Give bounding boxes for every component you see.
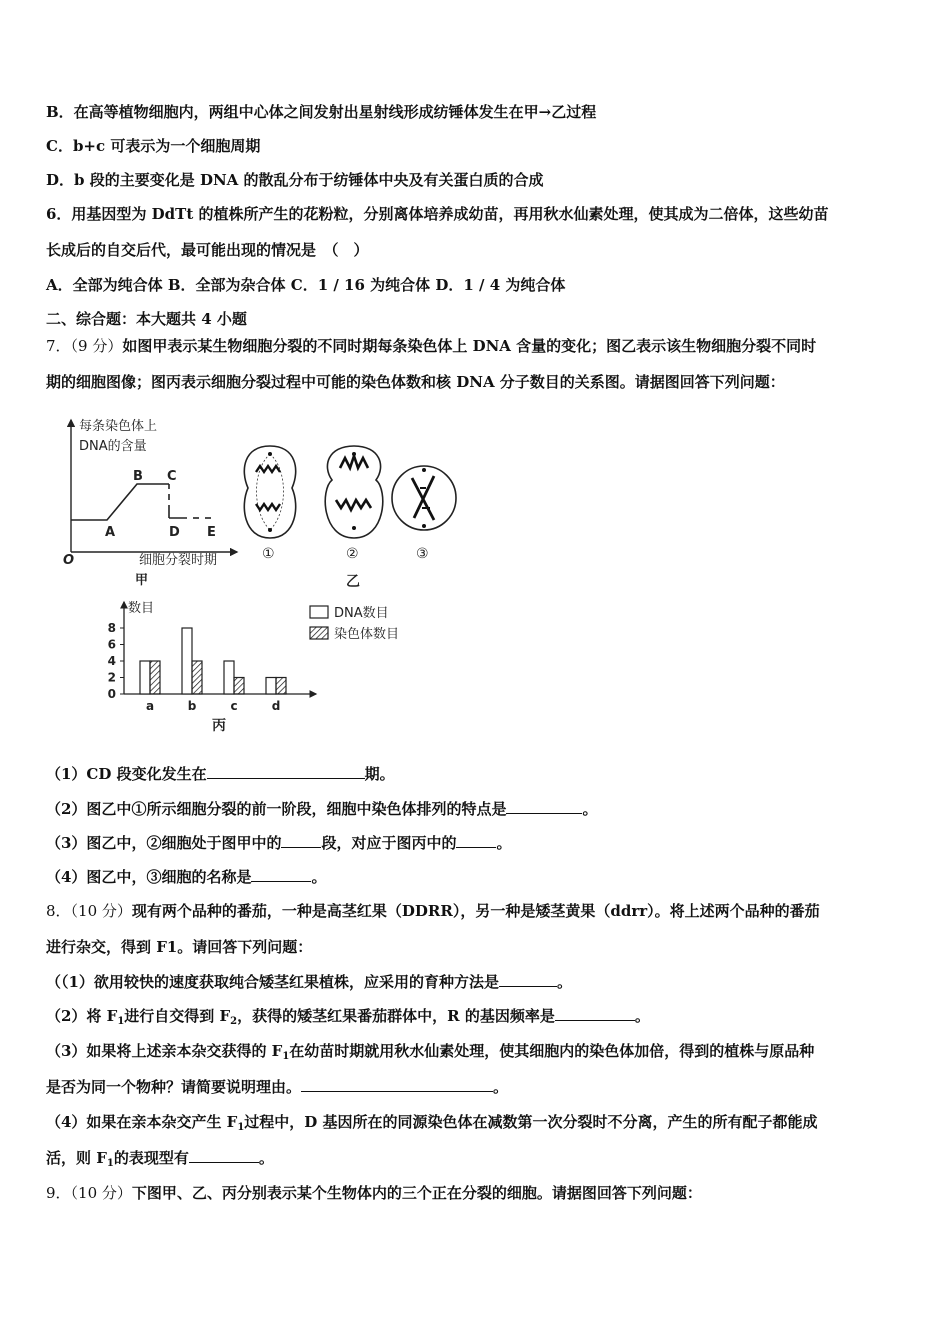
q8-sub1-text: （（1）欲用较快的速度获取纯合矮茎红果植株，应采用的育种方法是 (46, 973, 499, 991)
q7-sub2-tail: 。 (582, 800, 598, 818)
figure-bing-chart (100, 594, 430, 744)
q7-sub4-text: （4）图乙中，③细胞的名称是 (46, 868, 252, 886)
q8-sub4-line2: 活，则 $F_1$的表现型有 。 (46, 1149, 274, 1169)
bar-b-dna (182, 628, 192, 694)
legend-swatch-dna (310, 606, 328, 618)
yi-cell-3 (392, 466, 456, 530)
bing-categories (146, 699, 280, 713)
jia-point-d: D (169, 525, 180, 540)
q9-stem-text: 下图甲、乙、丙分别表示某个生物体内的三个正在分裂的细胞。请据图回答下列问题： (131, 1184, 702, 1202)
bing-y-ticks (108, 621, 124, 701)
bar-a-dna (140, 661, 150, 694)
q7-sub4-blank[interactable] (251, 867, 311, 882)
q7-sub3-blank2[interactable] (456, 833, 496, 848)
q8-sub3-line2: 是否为同一个物种？请简要说明理由。 。 (46, 1078, 509, 1096)
q8-sub4-blank[interactable] (189, 1148, 259, 1163)
q6-stem-line1: 6．用基因型为 DdTt 的植株所产生的花粉粒，分别离体培养成幼苗，再用秋水仙素处理，使其成为二倍体，这些幼苗 (46, 205, 829, 223)
bing-tick-label: 4 (107, 654, 116, 668)
q7-stem-text: 如图甲表示某生物细胞分裂的不同时期每条染色体上 DNA 含量的变化；图乙表示该生物细胞分裂不同时 (122, 337, 817, 355)
jia-ylabel-2: DNA的含量 (79, 439, 147, 454)
q9-number: 9．（10 分） (46, 1184, 132, 1202)
q5-option-d: D．b 段的主要变化是 DNA 的散乱分布于纺锤体中央及有关蛋白质的合成 (46, 171, 544, 189)
bing-tick-label: 0 (107, 687, 116, 701)
q8-sub2: （2）将 $F_1$进行自交得到 $F_2$，获得的矮茎红果番茄群体中，R 的基因频率是 。 (46, 1007, 650, 1027)
bar-a-chromosome (150, 661, 160, 694)
q8-stem-text: 现有两个品种的番茄，一种是高茎红果（DDRR），另一种是矮茎黄果（ddrr）。将上述两个品种的番茄 (131, 902, 820, 920)
figure-jia (55, 412, 245, 590)
q8-sub1 (46, 972, 572, 992)
q7-sub3-blank1[interactable] (281, 833, 321, 848)
q8-stem-line1 (46, 901, 820, 921)
q8-number: 8．（10 分） (46, 902, 132, 920)
q8-sub3-line1: （3）如果将上述亲本杂交获得的 $F_1$在幼苗时期就用秋水仙素处理，使其细胞内的染色体加倍，得到的植株与原品种 (46, 1042, 815, 1062)
q7-sub2-text: （2）图乙中①所示细胞分裂的前一阶段，细胞中染色体排列的特点是 (46, 800, 507, 818)
jia-curve (71, 484, 169, 520)
yi-label-1: ① (262, 546, 275, 562)
jia-origin: O (63, 553, 75, 568)
q7-sub1-blank[interactable] (207, 764, 365, 779)
jia-point-e: E (207, 525, 216, 540)
q7-sub1-text: （1）CD 段变化发生在 (46, 765, 207, 783)
q7-stem-line2: 期的细胞图像；图丙表示细胞分裂过程中可能的染色体数和核 DNA 分子数目的关系图。请据图回答下列问题： (46, 373, 785, 391)
yi-label-2: ② (346, 546, 359, 562)
figure-yi (236, 442, 466, 590)
q7-number: 7．（9 分） (46, 337, 123, 355)
bing-caption: 丙 (212, 718, 226, 734)
q7-sub3-text: （3）图乙中，②细胞处于图甲中的 (46, 834, 282, 852)
bing-ylabel: 数目 (128, 601, 155, 616)
bing-tick-label: 6 (107, 637, 116, 652)
q7-sub3-mid: 段，对应于图丙中的 (321, 834, 457, 852)
q7-sub2 (46, 799, 597, 819)
q7-sub4-tail: 。 (311, 868, 327, 886)
yi-cell-1 (244, 446, 295, 538)
q7-sub3-tail: 。 (496, 834, 512, 852)
q8-sub1-blank[interactable] (499, 972, 557, 987)
jia-ylabel-1: 每条染色体上 (79, 419, 158, 434)
q9-stem (46, 1183, 702, 1203)
bing-tick-label: 2 (107, 670, 116, 685)
bar-d-chromosome (276, 678, 286, 695)
q5-option-c: C．b+c 可表示为一个细胞周期 (46, 137, 261, 155)
jia-point-c: C (167, 469, 177, 484)
q7-sub4 (46, 867, 326, 887)
bing-legend (310, 605, 399, 642)
yi-label-3: ③ (416, 546, 429, 562)
bing-category-label: c (230, 699, 238, 713)
q6-options: A．全部为纯合体 B．全部为杂合体 C．1 / 16 为纯合体 D．1 / 4 为纯合体 (46, 276, 566, 294)
q8-stem-line2: 进行杂交，得到 F1。请回答下列问题： (46, 938, 313, 956)
q8-sub3-blank[interactable] (301, 1077, 493, 1092)
bar-c-chromosome (234, 678, 244, 695)
q8-sub4-line1: （4）如果在亲本杂交产生 $F_1$过程中，D 基因所在的同源染色体在减数第一次分裂时不分离，产生的所有配子都能成 (46, 1113, 818, 1133)
bar-d-dna (266, 678, 276, 695)
q7-sub1-tail: 期。 (364, 765, 395, 783)
bing-tick-label: 8 (107, 621, 116, 635)
q7-stem-line1 (46, 336, 816, 356)
yi-caption: 乙 (346, 574, 360, 590)
q8-sub1-tail: 。 (556, 973, 572, 991)
yi-cell-2 (325, 446, 383, 538)
bar-c-dna (224, 661, 234, 694)
q7-sub2-blank[interactable] (506, 799, 582, 814)
bing-category-label: d (271, 699, 281, 713)
jia-xlabel: 细胞分裂时期 (139, 553, 218, 568)
q6-stem-line2: 长成后的自交后代，最可能出现的情况是 （ ） (46, 241, 369, 259)
q7-sub3 (46, 833, 511, 853)
bing-category-label: a (145, 699, 155, 713)
bing-category-label: b (187, 699, 197, 713)
jia-point-b: B (133, 469, 143, 484)
section-2-heading: 二、综合题：本大题共 4 小题 (46, 310, 247, 328)
q8-sub2-blank[interactable] (555, 1006, 635, 1021)
jia-point-a: A (105, 525, 116, 540)
jia-caption: 甲 (135, 573, 149, 588)
q7-sub1 (46, 764, 395, 784)
bing-bars (140, 628, 286, 694)
legend-dna-label: DNA数目 (334, 606, 389, 621)
q5-option-b: B．在高等植物细胞内，两组中心体之间发射出星射线形成纺锤体发生在甲→乙过程 (46, 103, 597, 121)
legend-chromosome-label: 染色体数目 (334, 627, 400, 642)
bar-b-chromosome (192, 661, 202, 694)
legend-swatch-chromosome (310, 627, 328, 639)
